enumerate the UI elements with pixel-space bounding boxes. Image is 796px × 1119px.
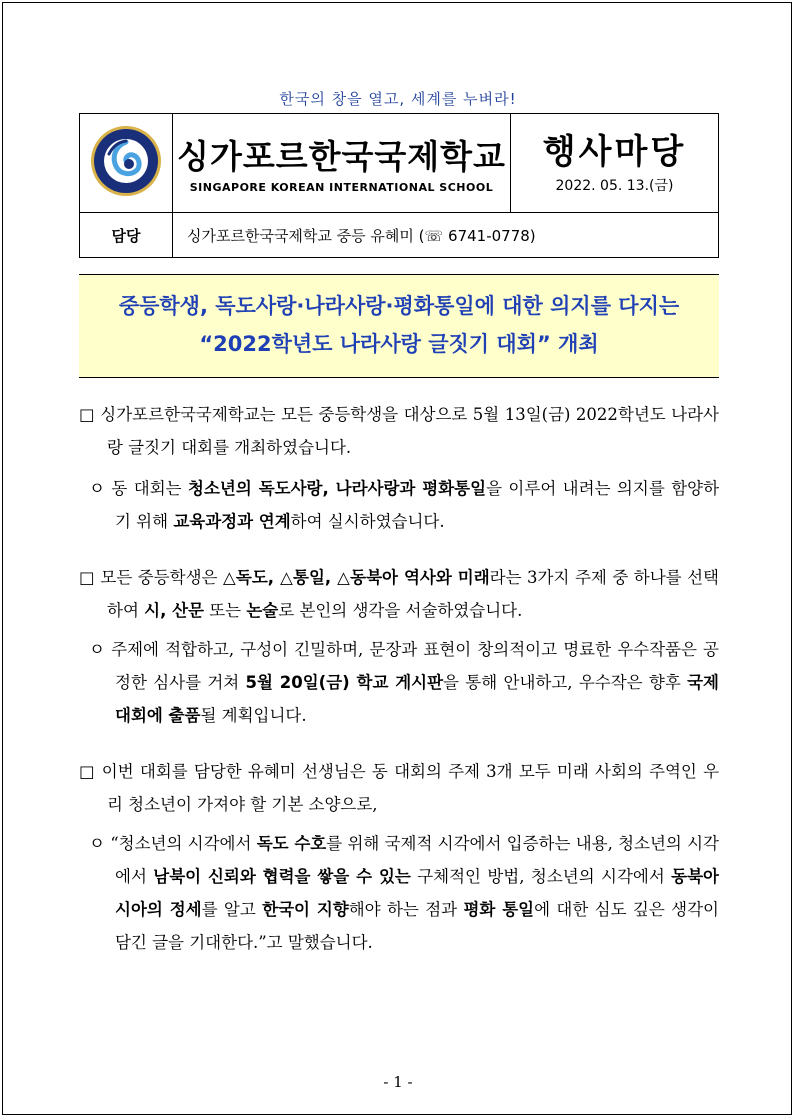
event-cell — [511, 114, 719, 213]
paragraph-1 — [79, 398, 719, 464]
contact-value: 싱가포르한국국제학교 중등 유혜미 (☏ 6741-0778) — [173, 213, 719, 258]
school-name-cell — [173, 114, 511, 213]
school-emblem-icon — [89, 124, 163, 198]
headline-box — [79, 274, 719, 378]
slogan: 한국의 창을 열고, 세계를 누벼라! — [279, 90, 517, 108]
square-bullet: □ — [79, 762, 96, 781]
square-bullet: □ — [79, 405, 95, 424]
headline-line-2: “2022학년도 나라사랑 글짓기 대회” 개최 — [199, 332, 599, 356]
circle-bullet: ㅇ — [89, 834, 105, 853]
school-name-korean: 싱가포르한국국제학교 — [177, 136, 506, 176]
article-body — [79, 398, 719, 959]
page-number: - 1 - — [383, 1073, 413, 1091]
paragraph-text: 싱가포르한국국제학교는 모든 중등학생을 대상으로 5월 13일(금) 2022학년도 나라사랑 글짓기 대회를 개최하였습니다. — [100, 405, 719, 457]
event-date: 2022. 05. 13.(금) — [555, 178, 674, 194]
circle-bullet: ㅇ — [89, 479, 105, 498]
paragraph-3: □ 모든 중등학생은 △독도, △통일, △동북아 역사와 미래라는 3가지 주제 중 하나를 선택하여 시, 산문 또는 논술로 본인의 생각을 서술하였습니다. — [79, 568, 719, 620]
paragraph-5: □ 이번 대회를 담당한 유혜미 선생님은 동 대회의 주제 3개 모두 미래 사회의 주역인 우리 청소년이 가져야 할 기본 소양으로, — [79, 762, 720, 814]
square-bullet: □ — [79, 568, 95, 587]
paragraph-2: ㅇ 동 대회는 청소년의 독도사랑, 나라사랑과 평화통일을 이루어 내려는 의지를 함양하기 위해 교육과정과 연계하여 실시하였습니다. — [89, 479, 720, 531]
headline-line-1: 중등학생, 독도사랑·나라사랑·평화통일에 대한 의지를 다지는 — [118, 294, 680, 318]
logo-cell — [80, 114, 173, 213]
contact-label: 담당 — [80, 213, 173, 258]
school-name-english: SINGAPORE KOREAN INTERNATIONAL SCHOOL — [189, 180, 494, 194]
paragraph-4: ㅇ 주제에 적합하고, 구성이 긴밀하며, 문장과 표현이 창의적이고 명료한 우수작품은 공정한 심사를 거쳐 5월 20일(금) 학교 게시판을 통해 안내하고, 우수작은 향후 국제대회에 출품될 계획입니다. — [89, 640, 719, 725]
header-table — [79, 113, 719, 258]
event-title: 행사마당 — [542, 132, 687, 172]
circle-bullet: ㅇ — [89, 640, 105, 659]
paragraph-6: ㅇ “청소년의 시각에서 독도 수호를 위해 국제적 시각에서 입증하는 내용, 청소년의 시각에서 남북이 신뢰와 협력을 쌓을 수 있는 구체적인 방법, 청소년의 시각에서 동북아시아의 정세를 알고 한국이 지향해야 하는 점과 평화 통일에 대한 심도 깊은 생각이 담긴 글을 기대한다.”고 말했습니다. — [89, 834, 719, 952]
